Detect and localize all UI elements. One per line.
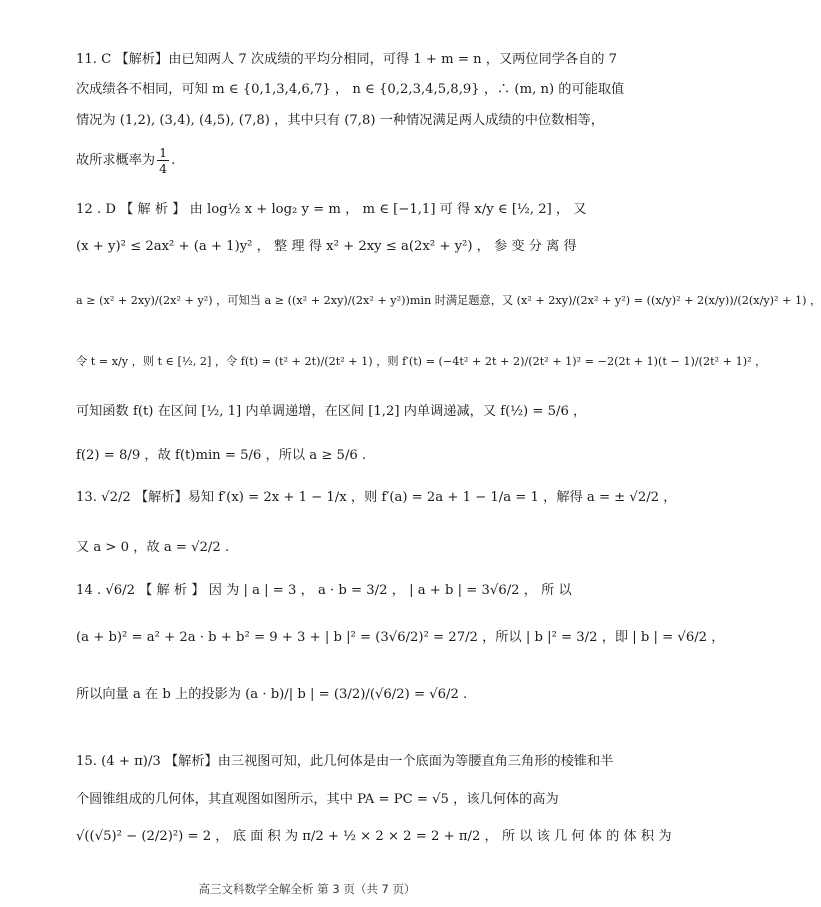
q12-line-1: 12 . D 【 解 析 】 由 log½ x + log₂ y = m ， m ∈ [−1,1] 可 得 x/y ∈ [½, 2] ， 又 xyxy=(76,202,587,217)
q14-line-3: 所以向量 a 在 b 上的投影为 (a · b)/| b | = (3/2)/(√6/2) = √6/2 . xyxy=(76,687,468,702)
q11-line-4-text: 故所求概率为 xyxy=(76,153,156,168)
q13-line-2: 又 a > 0 ，故 a = √2/2 . xyxy=(76,540,230,555)
q11-fraction-numerator: 1 xyxy=(159,145,168,160)
q15-line-2: 个圆锥组成的几何体，其直观图如图所示，其中 PA = PC = √5 ，该几何体的高为 xyxy=(76,792,559,807)
q11-line-4 xyxy=(76,145,554,176)
q12-line-3: a ≥ (x² + 2xy)/(2x² + y²) ，可知当 a ≥ ((x² + 2xy)/(2x² + y²))min 时满足题意，又 (x² + 2xy)/(2x² + y²) = ((x/y)² + 2(x/y))/(2(x/y)² + 1) ， xyxy=(76,294,821,307)
q11-fraction-denominator: 4 xyxy=(159,161,168,176)
q11-line-3: 情况为 (1,2), (3,4), (4,5), (7,8) ，其中只有 (7,8) 一种情况满足两人成绩的中位数相等， xyxy=(76,113,604,128)
q11-line-2: 次成绩各不相同，可知 m ∈ {0,1,3,4,6,7} ， n ∈ {0,2,3,4,5,8,9} ，∴ (m, n) 的可能取值 xyxy=(76,82,625,97)
q15-line-1: 15. (4 + π)/3 【解析】由三视图可知，此几何体是由一个底面为等腰直角三角形的棱锥和半 xyxy=(76,754,614,769)
q12-line-2: (x + y)² ≤ 2ax² + (a + 1)y² ， 整 理 得 x² + 2xy ≤ a(2x² + y²) ， 参 变 分 离 得 xyxy=(76,239,577,254)
q11-line-1: 11. C 【解析】由已知两人 7 次成绩的平均分相同，可得 1 + m = n ，又两位同学各自的 7 xyxy=(76,52,618,67)
q12-line-4: 令 t = x/y ，则 t ∈ [½, 2] ，令 f(t) = (t² + 2t)/(2t² + 1) ，则 f′(t) = (−4t² + 2t + 2)/(2t² + 1)² = −2(2t + 1)(t − 1)/(2t² + 1)² ， xyxy=(76,355,767,368)
q11-line-4-end: . xyxy=(171,153,176,168)
q12-line-6: f(2) = 8/9 ，故 f(t)min = 5/6 ，所以 a ≥ 5/6 . xyxy=(76,448,367,463)
q14-line-1: 14 . √6/2 【 解 析 】 因 为 | a | = 3 ， a · b = 3/2 ， | a + b | = 3√6/2 ， 所 以 xyxy=(76,583,572,598)
page-footer: 高三文科数学全解全析 第 3 页（共 7 页） xyxy=(198,882,416,896)
q11-probability-fraction xyxy=(157,145,169,176)
q12-line-5: 可知函数 f(t) 在区间 [½, 1] 内单调递增，在区间 [1,2] 内单调递减，又 f(½) = 5/6 ， xyxy=(76,404,587,419)
q14-line-2: (a + b)² = a² + 2a · b + b² = 9 + 3 + | b |² = (3√6/2)² = 27/2 ，所以 | b |² = 3/2 ，即 | b | = √6/2 ， xyxy=(76,630,725,645)
q13-line-1: 13. √2/2 【解析】易知 f′(x) = 2x + 1 − 1/x ，则 f′(a) = 2a + 1 − 1/a = 1 ，解得 a = ± √2/2 ， xyxy=(76,490,677,505)
q15-line-3: √((√5)² − (2/2)²) = 2 ， 底 面 积 为 π/2 + ½ × 2 × 2 = 2 + π/2 ， 所 以 该 几 何 体 的 体 积 为 xyxy=(76,829,672,844)
